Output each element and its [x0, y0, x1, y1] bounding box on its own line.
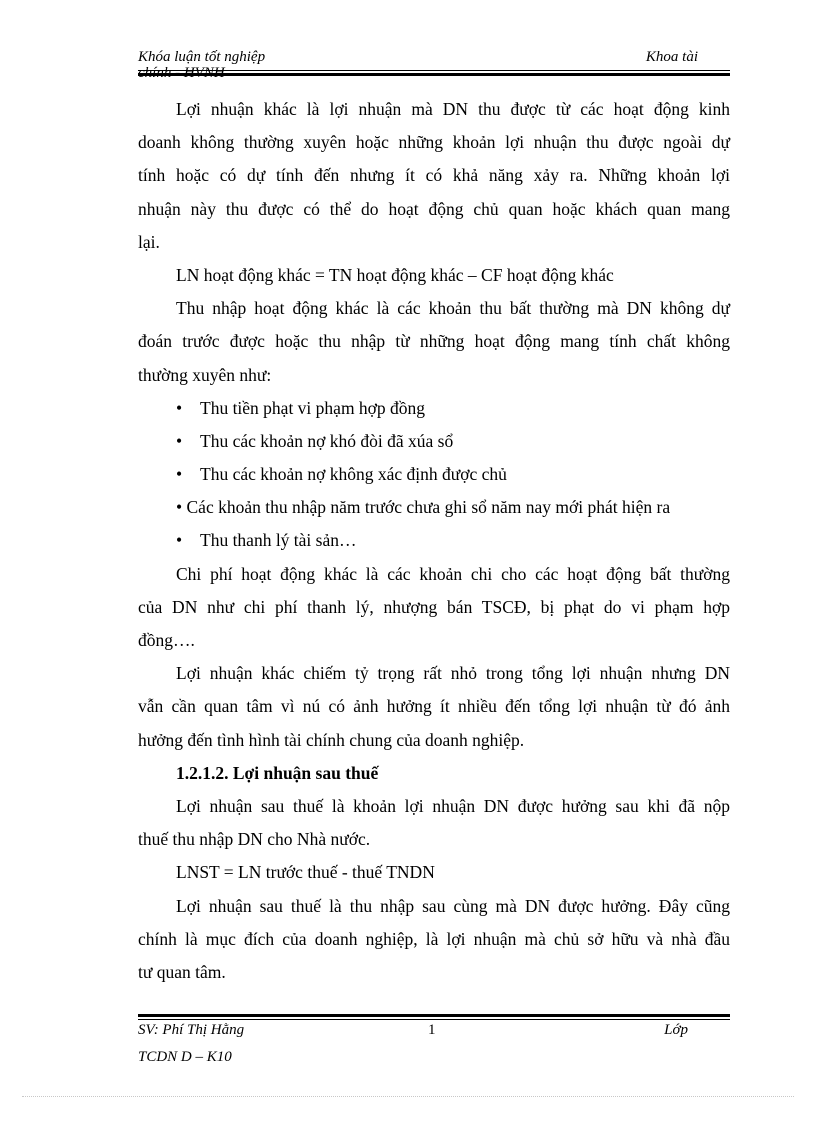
section-heading: 1.2.1.2. Lợi nhuận sau thuế	[176, 762, 379, 783]
paragraph-line: Lợi nhuận sau thuế là thu nhập sau cùng mà DN được hưởng. Đây cũng	[176, 895, 730, 916]
paragraph-line: nhuận này thu được có thể do hoạt động chủ quan hoặc khách quan mang	[138, 198, 730, 219]
paragraph-line: đoán trước được hoặc thu nhập từ những hoạt động mang tính chất không	[138, 331, 730, 352]
paragraph-line: hưởng đến tình hình tài chính chung của doanh nghiệp.	[138, 729, 525, 750]
paragraph-line: tư quan tâm.	[138, 961, 226, 982]
footer-student-name: SV: Phí Thị Hằng	[138, 1022, 245, 1038]
list-item	[138, 491, 730, 524]
paragraph-line: Thu nhập hoạt động khác là các khoản thu bất thường mà DN không dự	[176, 298, 730, 319]
footer-class-value: TCDN D – K10	[138, 1049, 232, 1065]
page-footer	[138, 1014, 730, 1074]
footer-rule-thick	[138, 1014, 730, 1017]
paragraph-line: Lợi nhuận sau thuế là khoản lợi nhuận DN được hưởng sau khi đã nộp	[176, 795, 730, 816]
list-item-text: Thu các khoản nợ khó đòi đã xúa sổ	[200, 430, 454, 451]
paragraph-line: doanh không thường xuyên hoặc những khoản lợi nhuận thu được ngoài dự	[138, 132, 730, 153]
bullet-icon: •	[176, 464, 183, 485]
formula-line: LN hoạt động khác = TN hoạt động khác – CF hoạt động khác	[176, 264, 614, 285]
paragraph-line: của DN như chi phí thanh lý, nhượng bán TSCĐ, bị phạt do vi phạm hợp	[138, 596, 730, 617]
header-rule-thick	[138, 73, 730, 76]
header-rule-thin	[138, 70, 730, 71]
paragraph-line: Lợi nhuận khác chiếm tỷ trọng rất nhỏ trong tổng lợi nhuận nhưng DN	[176, 663, 730, 684]
list-item	[138, 392, 730, 425]
footer-class-label: Lớp	[664, 1022, 688, 1038]
list-item	[138, 458, 730, 491]
document-body	[138, 93, 730, 989]
list-item-text: Thu thanh lý tài sản…	[200, 530, 357, 551]
paragraph-line: Chi phí hoạt động khác là các khoản chi cho các hoạt động bất thường	[176, 563, 730, 584]
paragraph-line: đồng….	[138, 630, 195, 650]
paragraph-line: lại.	[138, 231, 160, 252]
bullet-icon: •	[176, 430, 183, 451]
header-faculty-continued: chính - HVNH	[138, 65, 225, 81]
paragraph-line: vẫn cần quan tâm vì nú có ảnh hưởng ít nhiều đến tổng lợi nhuận từ đó ảnh	[138, 696, 730, 717]
list-item-text: Thu tiền phạt vi phạm hợp đồng	[200, 397, 426, 418]
header-faculty: Khoa tài	[645, 49, 698, 65]
footer-rule-thin	[138, 1019, 730, 1020]
page-number: 1	[428, 1022, 436, 1038]
paragraph-line: thường xuyên như:	[138, 364, 272, 385]
paragraph-line: Lợi nhuận khác là lợi nhuận mà DN thu được từ các hoạt động kinh	[176, 99, 730, 119]
page-header	[138, 48, 730, 88]
list-item-text: Thu các khoản nợ không xác định được chủ	[200, 464, 507, 485]
bullet-icon: •	[176, 530, 183, 551]
paragraph-line: chính là mục đích của doanh nghiệp, là lợi nhuận mà chủ sở hữu và nhà đầu	[138, 928, 730, 949]
page-bottom-divider	[22, 1096, 794, 1097]
paragraph-line: tính hoặc có dự tính đến nhưng ít có khả năng xảy ra. Những khoản lợi	[138, 165, 730, 186]
paragraph-line: thuế thu nhập DN cho Nhà nước.	[138, 829, 371, 850]
list-item	[138, 524, 730, 557]
list-item	[138, 425, 730, 458]
header-thesis-title: Khóa luận tốt nghiệp	[138, 49, 266, 65]
list-item-text: • Các khoản thu nhập năm trước chưa ghi sổ năm nay mới phát hiện ra	[176, 497, 671, 518]
formula-line: LNST = LN trước thuế - thuế TNDN	[176, 862, 435, 883]
bullet-icon: •	[176, 397, 183, 418]
